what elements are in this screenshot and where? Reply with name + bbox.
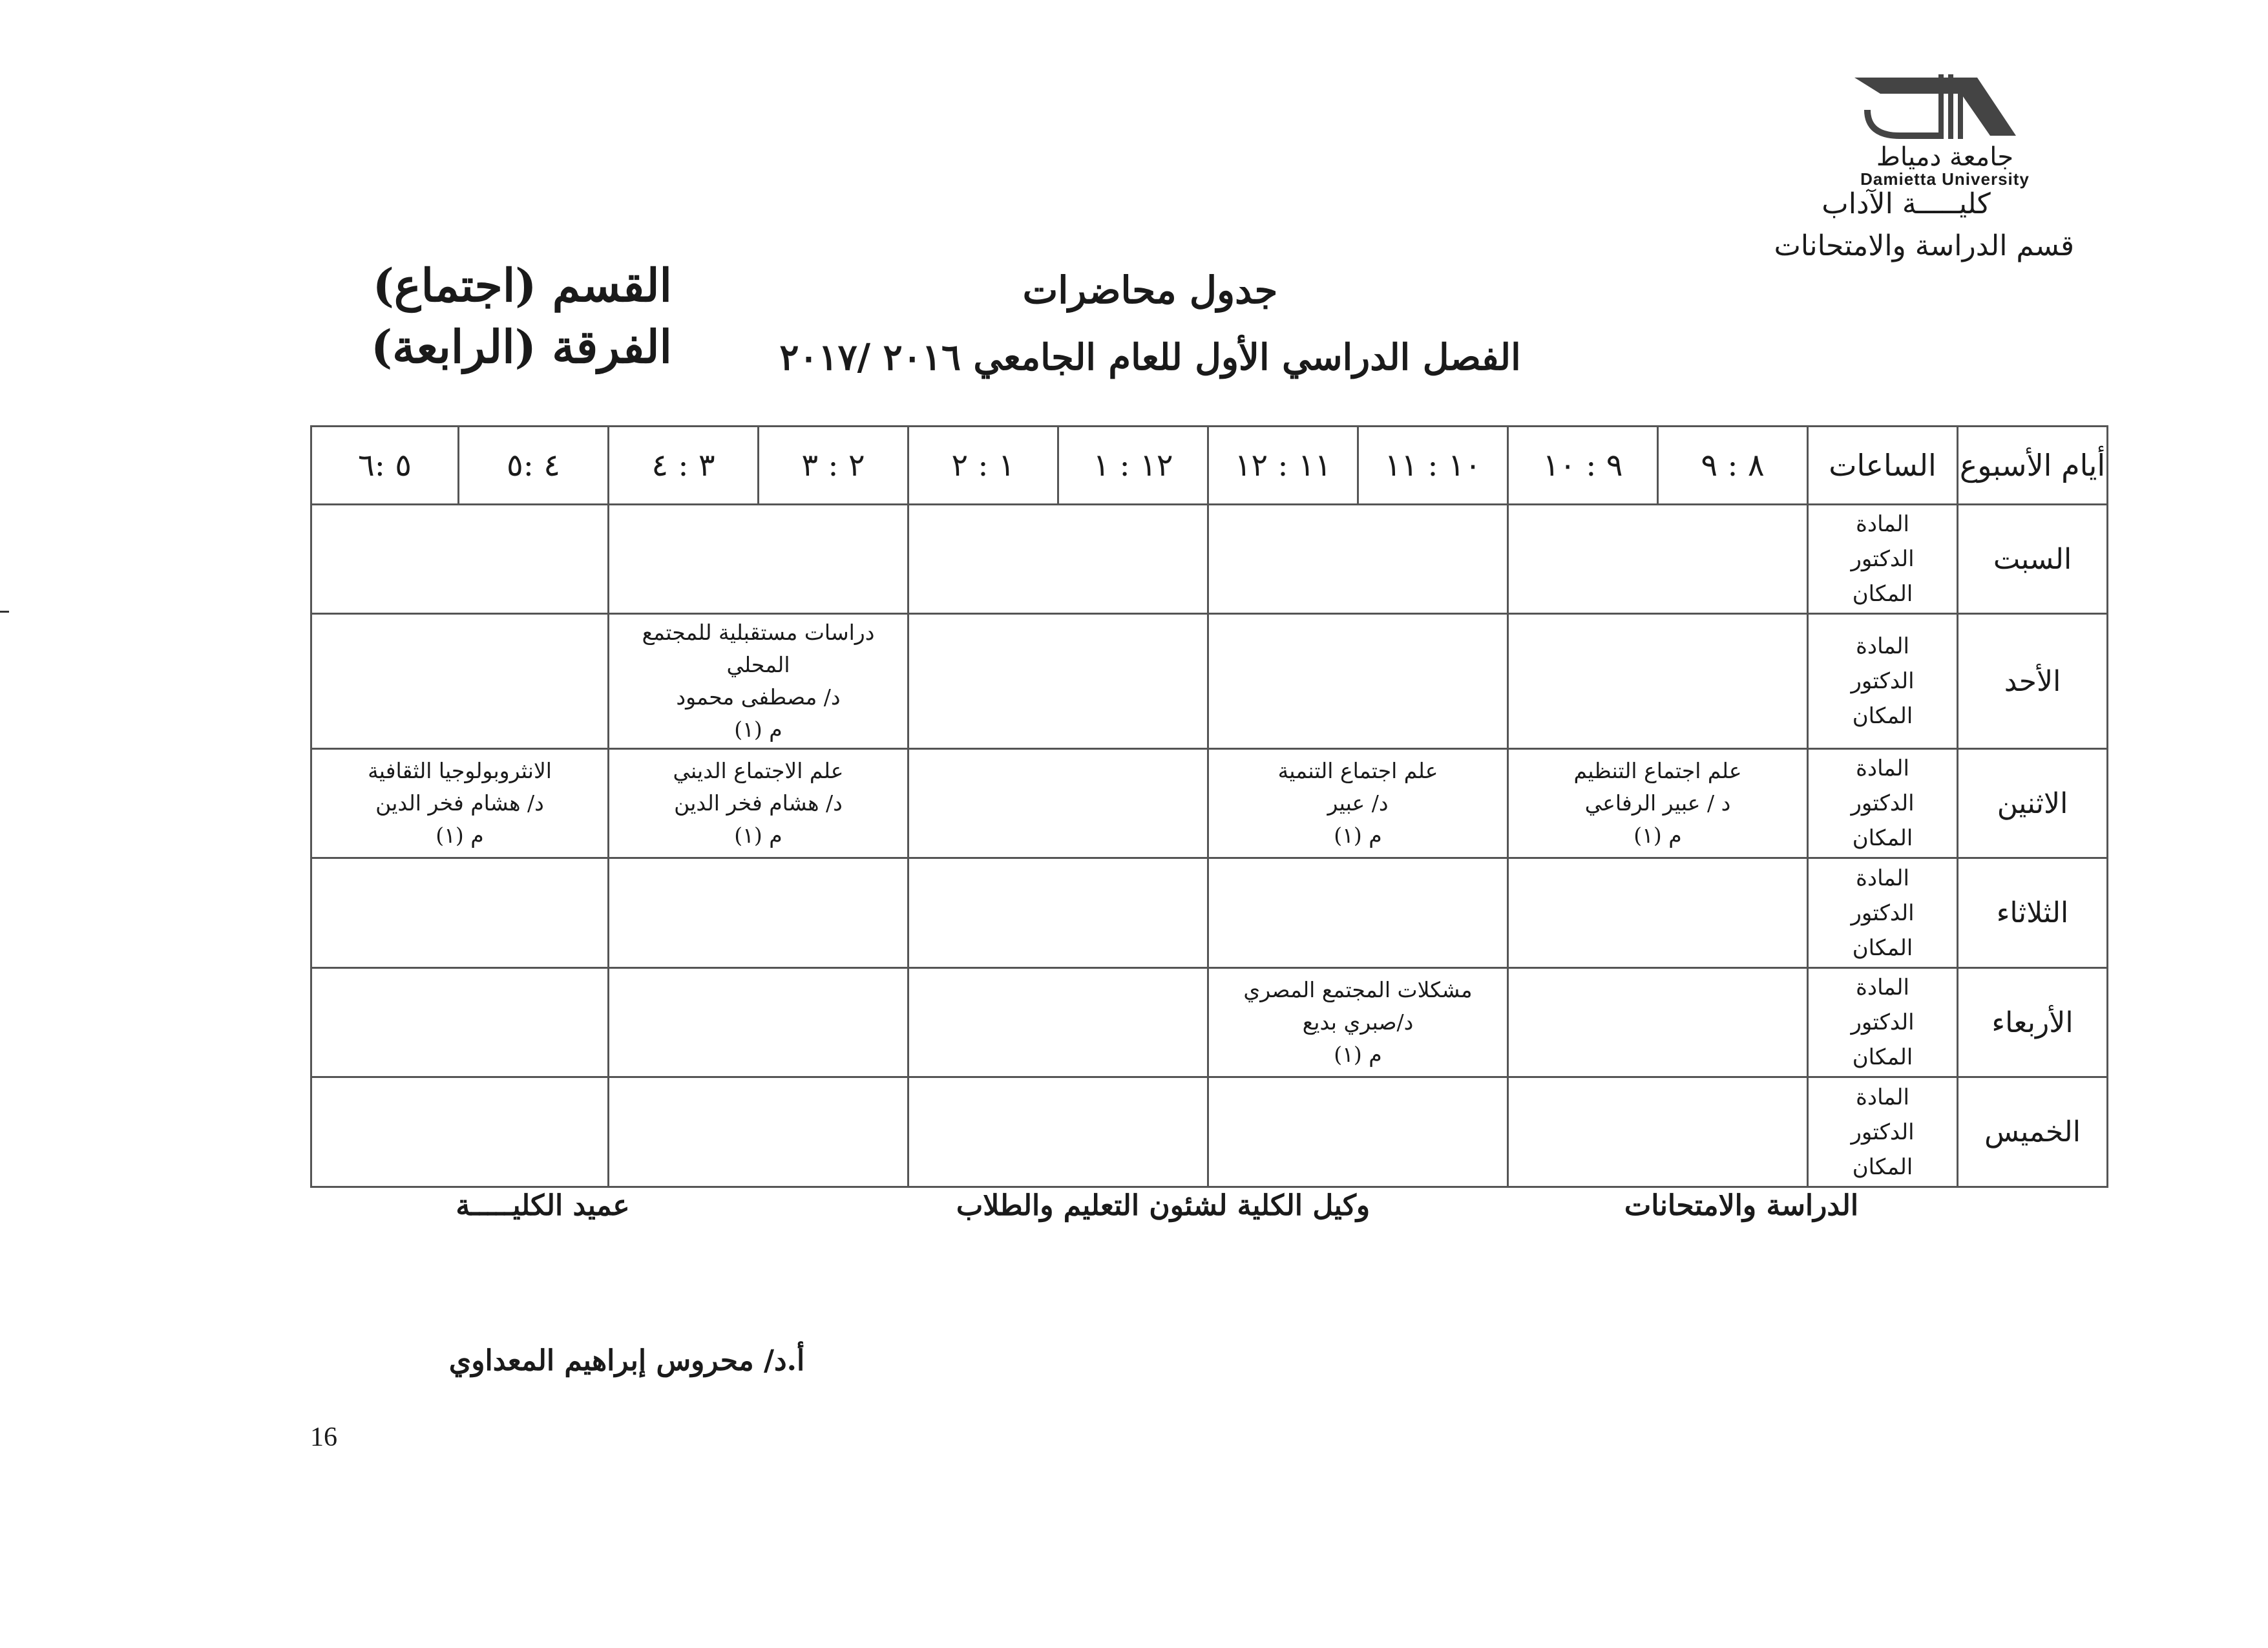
lecture-subject: الانثروبولوجيا الثقافية	[368, 758, 552, 784]
day-name: السبت	[1958, 505, 2108, 614]
empty-slot	[1208, 505, 1508, 614]
time-slot: ٣ : ٤	[609, 427, 759, 505]
logo-english-name: Damietta University	[1860, 169, 2030, 189]
empty-slot	[908, 614, 1208, 749]
lecture-doctor: د / عبير الرفاعي	[1584, 790, 1731, 816]
label-place: المكان	[1852, 1044, 1913, 1071]
day-row-tuesday	[311, 858, 2108, 967]
empty-slot	[1208, 858, 1508, 967]
lecture-doctor: د/ عبير	[1327, 790, 1389, 816]
lecture-cell	[609, 749, 908, 858]
empty-slot	[311, 858, 609, 967]
label-place: المكان	[1852, 581, 1913, 607]
label-subject: المادة	[1856, 633, 1909, 660]
time-slot: ٤ :٥	[459, 427, 609, 505]
row-labels	[1808, 749, 1958, 858]
label-subject: المادة	[1856, 511, 1909, 538]
label-doctor: الدكتور	[1851, 668, 1915, 695]
empty-slot	[908, 749, 1208, 858]
time-slot: ١ : ٢	[908, 427, 1058, 505]
empty-slot	[609, 967, 908, 1077]
lecture-place: م (١)	[1334, 1042, 1382, 1068]
lecture-subject: علم الاجتماع الديني	[673, 758, 844, 784]
time-slot: ١٢ : ١	[1058, 427, 1208, 505]
corner-label: أيام الأسبوع	[1958, 427, 2108, 505]
empty-slot	[908, 858, 1208, 967]
empty-slot	[311, 614, 609, 749]
lecture-place: م (١)	[436, 823, 484, 849]
day-row-saturday	[311, 505, 2108, 614]
time-slot: ٢ : ٣	[759, 427, 908, 505]
day-name: الأربعاء	[1958, 967, 2108, 1077]
time-slot: ٩ : ١٠	[1508, 427, 1658, 505]
time-slot: ١٠ : ١١	[1358, 427, 1508, 505]
label-doctor: الدكتور	[1851, 790, 1915, 817]
row-labels	[1808, 505, 1958, 614]
empty-slot	[1208, 614, 1508, 749]
empty-slot	[609, 505, 908, 614]
day-name: الخميس	[1958, 1077, 2108, 1187]
scan-edge-mark	[0, 611, 9, 613]
empty-slot	[1508, 614, 1808, 749]
page-title: جدول محاضرات	[1022, 268, 1278, 312]
dean-name: أ.د/ محروس إبراهيم المعداوي	[448, 1344, 805, 1377]
exams-signature-label: الدراسة والامتحانات	[1624, 1189, 1859, 1222]
lecture-cell	[1208, 749, 1508, 858]
empty-slot	[609, 1077, 908, 1187]
label-subject: المادة	[1856, 865, 1909, 891]
label-doctor: الدكتور	[1851, 1009, 1915, 1036]
row-labels	[1808, 614, 1958, 749]
empty-slot	[311, 505, 609, 614]
department-label: القسم (اجتماع)	[372, 259, 672, 312]
semester-subtitle: الفصل الدراسي الأول للعام الجامعي ٢٠١٦ /٢٠١٧	[779, 336, 1521, 379]
page-number: 16	[310, 1422, 337, 1452]
label-doctor: الدكتور	[1851, 546, 1915, 573]
lecture-subject: مشكلات المجتمع المصري	[1243, 977, 1473, 1003]
day-name: الثلاثاء	[1958, 858, 2108, 967]
label-place: المكان	[1852, 935, 1913, 961]
lecture-subject: دراسات مستقبلية للمجتمع	[642, 620, 875, 646]
header-row	[311, 427, 2108, 505]
day-row-monday	[311, 749, 2108, 858]
empty-slot	[908, 505, 1208, 614]
empty-slot	[1208, 1077, 1508, 1187]
faculty-name: كليـــــة الآداب	[1822, 187, 1991, 220]
day-name: الأحد	[1958, 614, 2108, 749]
row-labels	[1808, 1077, 1958, 1187]
empty-slot	[1508, 1077, 1808, 1187]
lecture-cell	[1508, 749, 1808, 858]
empty-slot	[1508, 505, 1808, 614]
lecture-cell	[609, 614, 908, 749]
label-place: المكان	[1852, 703, 1913, 730]
lecture-subject: علم اجتماع التنظيم	[1573, 758, 1742, 784]
empty-slot	[311, 967, 609, 1077]
lecture-place: م (١)	[734, 823, 782, 849]
empty-slot	[908, 1077, 1208, 1187]
label-place: المكان	[1852, 1154, 1913, 1180]
lecture-subject: علم اجتماع التنمية	[1277, 758, 1438, 784]
day-row-wednesday	[311, 967, 2108, 1077]
lecture-doctor: د/ هشام فخر الدين	[674, 790, 843, 816]
label-subject: المادة	[1856, 975, 1909, 1001]
lecture-cell	[311, 749, 609, 858]
empty-slot	[1508, 967, 1808, 1077]
empty-slot	[1508, 858, 1808, 967]
lecture-timetable	[310, 425, 2108, 1188]
label-doctor: الدكتور	[1851, 1119, 1915, 1145]
row-labels	[1808, 967, 1958, 1077]
vice-dean-signature-label: وكيل الكلية لشئون التعليم والطلاب	[956, 1189, 1370, 1222]
label-subject: المادة	[1856, 1084, 1909, 1110]
office-name: قسم الدراسة والامتحانات	[1774, 229, 2074, 262]
level-label: الفرقة (الرابعة)	[370, 320, 672, 374]
time-slot: ١١ : ١٢	[1208, 427, 1358, 505]
empty-slot	[609, 858, 908, 967]
lecture-doctor: د/ مصطفى محمود	[676, 684, 841, 710]
day-row-sunday	[311, 614, 2108, 749]
dean-signature-label: عميد الكليـــــة	[456, 1189, 630, 1222]
label-doctor: الدكتور	[1851, 900, 1915, 926]
lecture-place: م (١)	[734, 717, 782, 743]
label-subject: المادة	[1856, 755, 1909, 782]
time-slot: ٨ : ٩	[1658, 427, 1808, 505]
lecture-doctor: د/ هشام فخر الدين	[375, 790, 544, 816]
hours-label: الساعات	[1808, 427, 1958, 505]
time-slot: ٥ :٦	[311, 427, 459, 505]
empty-slot	[908, 967, 1208, 1077]
day-row-thursday	[311, 1077, 2108, 1187]
empty-slot	[311, 1077, 609, 1187]
lecture-doctor: د/صبري بديع	[1302, 1009, 1414, 1035]
lecture-place: م (١)	[1633, 823, 1682, 849]
lecture-subject-cont: المحلي	[726, 652, 790, 678]
lecture-cell	[1208, 967, 1508, 1077]
logo-arabic-name: جامعة دمياط	[1876, 142, 2014, 172]
lecture-place: م (١)	[1334, 823, 1382, 849]
day-name: الاثنين	[1958, 749, 2108, 858]
row-labels	[1808, 858, 1958, 967]
label-place: المكان	[1852, 825, 1913, 852]
